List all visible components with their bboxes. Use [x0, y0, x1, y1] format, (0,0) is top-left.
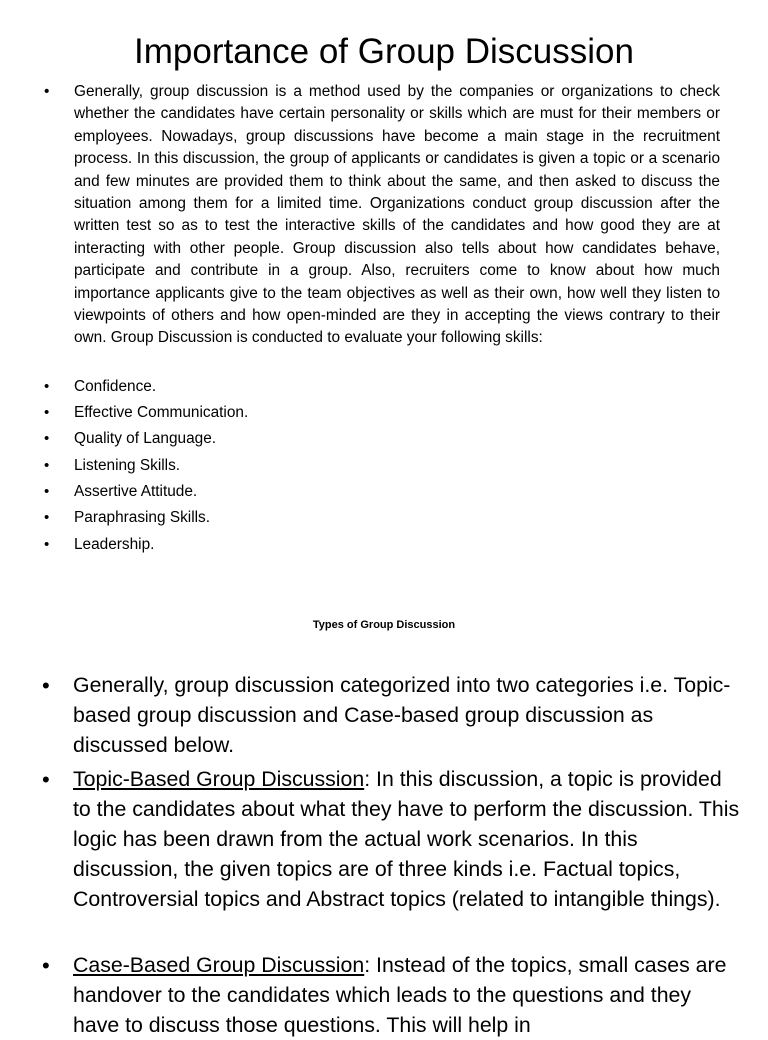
skill-item: Confidence. [74, 378, 157, 395]
topic-based-paragraph [73, 764, 743, 914]
skill-item: Effective Communication. [74, 404, 249, 421]
case-based-text: : Instead of the topics, small cases are handover to the candidates which leads to the questions and they have to discuss those questions. This will help in [73, 953, 727, 1037]
page-title: Importance of Group Discussion [134, 32, 634, 71]
bullet-icon: • [44, 483, 50, 500]
skill-item: Paraphrasing Skills. [74, 509, 211, 526]
types-heading: Types of Group Discussion [312, 619, 456, 631]
case-based-paragraph [73, 950, 743, 1040]
bullet-icon: • [44, 83, 50, 100]
bullet-icon: • [44, 457, 50, 474]
bullet-icon: • [44, 404, 50, 421]
skill-item: Leadership. [74, 536, 155, 553]
intro-paragraph: Generally, group discussion is a method used by the companies or organizations to check whether the candidates have certain personality or skills which are must for their members or employees. Nowadays, group discussions have become a main stage in the recruitment process. In this discussion, the group of applicants or candidates is given a topic or a scenario and few minutes are provided them to think about the same, and then asked to discuss the situation among them for a limited time. Organizations conduct group discussion after the written test so as to test the interactive skills of the candidates and how good they are at interacting with other people. Group discussion also tells about how candidates behave, participate and contribute in a group. Also, recruiters come to know about how much importance applicants give to the team objectives as well as their own, how well they listen to viewpoints of others and how open-minded are they in accepting the views contrary to their own. Group Discussion is conducted to evaluate your following skills: [74, 83, 720, 347]
case-based-label: Case-Based Group Discussion [73, 953, 365, 977]
topic-based-label: Topic-Based Group Discussion [73, 767, 365, 791]
bullet-icon: • [44, 378, 50, 395]
bullet-icon: • [42, 767, 50, 792]
skill-item: Assertive Attitude. [74, 483, 198, 500]
types-general-paragraph: Generally, group discussion categorized into two categories i.e. Topic-based group discussion and Case-based group discussion as discussed below. [73, 673, 731, 757]
bullet-icon: • [42, 953, 50, 978]
bullet-icon: • [44, 430, 50, 447]
skill-item: Listening Skills. [74, 457, 181, 474]
bullet-icon: • [44, 536, 50, 553]
bullet-icon: • [42, 673, 50, 698]
bullet-icon: • [44, 509, 50, 526]
topic-based-text: : In this discussion, a topic is provided to the candidates about what they have to perform the discussion. This logic has been drawn from the actual work scenarios. In this discussion, the given topics are of three kinds i.e. Factual topics, Controversial topics and Abstract topics (related to intangible things). [73, 767, 740, 911]
skill-item: Quality of Language. [74, 430, 217, 447]
